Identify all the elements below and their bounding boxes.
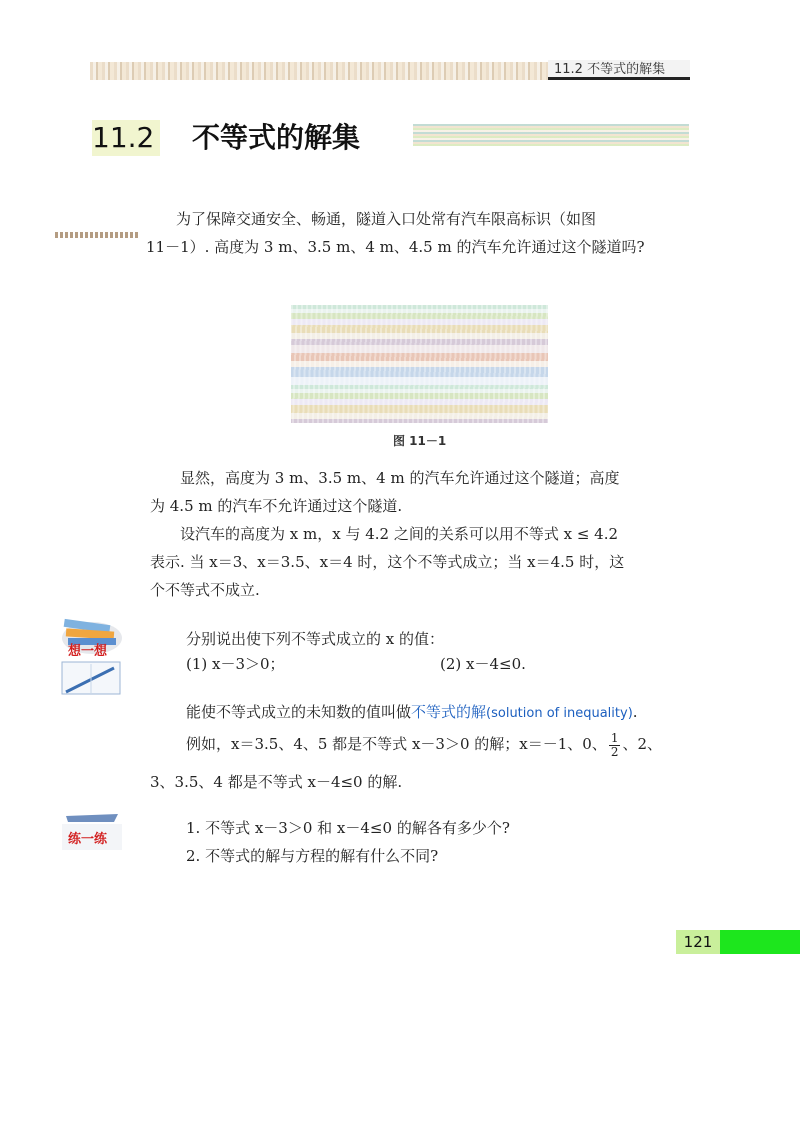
think-item-1: (1) x－3＞0； <box>186 655 285 673</box>
definition-term: 不等式的解 <box>411 703 487 721</box>
analysis-line-1: 显然，高度为 3 m、3.5 m、4 m 的汽车允许通过这个隧道；高度 <box>180 469 620 487</box>
page-number: 121 <box>676 930 720 954</box>
analysis-line-3: 设汽车的高度为 x m，x 与 4.2 之间的关系可以用不等式 x ≤ 4.2 <box>180 525 619 543</box>
intro-line-2: 11－1）. 高度为 3 m、3.5 m、4 m、4.5 m 的汽车允许通过这个隧道吗? <box>146 238 645 256</box>
definition-term-en: (solution of inequality) <box>486 706 633 721</box>
analysis-paragraph <box>150 464 695 604</box>
analysis-line-4: 表示. 当 x＝3、x＝3.5、x＝4 时，这个不等式成立；当 x＝4.5 时，这 <box>150 553 625 571</box>
header-decoration-band <box>90 62 558 80</box>
intro-paragraph <box>146 205 694 261</box>
practice-label: 练一练 <box>68 832 108 847</box>
definition-line <box>186 698 696 728</box>
title-decoration-band <box>413 124 689 146</box>
fraction-denominator: 2 <box>610 744 619 759</box>
fraction-numerator: 1 <box>610 730 619 745</box>
example-line-1 <box>186 730 696 759</box>
practice-question-2: 2. 不等式的解与方程的解有什么不同? <box>186 847 439 865</box>
think-label: 想一想 <box>68 644 108 659</box>
margin-decoration <box>55 232 139 238</box>
think-item-2: (2) x－4≤0. <box>440 655 526 673</box>
running-header: 11.2 不等式的解集 <box>548 60 690 80</box>
example-part-2: 、2、 <box>622 735 662 753</box>
analysis-line-2: 为 4.5 m 的汽车不允许通过这个隧道. <box>150 497 403 515</box>
figure-texture <box>291 305 548 423</box>
example-part-1: 例如，x＝3.5、4、5 都是不等式 x－3＞0 的解；x＝－1、0、 <box>186 735 607 753</box>
section-title: 不等式的解集 <box>192 121 361 154</box>
practice-question-1: 1. 不等式 x－3＞0 和 x－4≤0 的解各有多少个? <box>186 819 510 837</box>
section-number: 11.2 <box>92 120 160 156</box>
definition-prefix: 能使不等式成立的未知数的值叫做 <box>186 703 412 721</box>
fraction <box>609 732 621 759</box>
example-line-2: 3、3.5、4 都是不等式 x－4≤0 的解. <box>150 773 403 791</box>
figure-caption: 图 11－1 <box>393 434 447 448</box>
analysis-line-5: 个不等式不成立. <box>150 581 260 599</box>
think-prompt: 分别说出使下列不等式成立的 x 的值： <box>186 630 444 648</box>
definition-suffix: . <box>632 703 638 721</box>
page-number-bar <box>720 930 800 954</box>
intro-line-1: 为了保障交通安全、畅通，隧道入口处常有汽车限高标识（如图 <box>176 210 597 228</box>
